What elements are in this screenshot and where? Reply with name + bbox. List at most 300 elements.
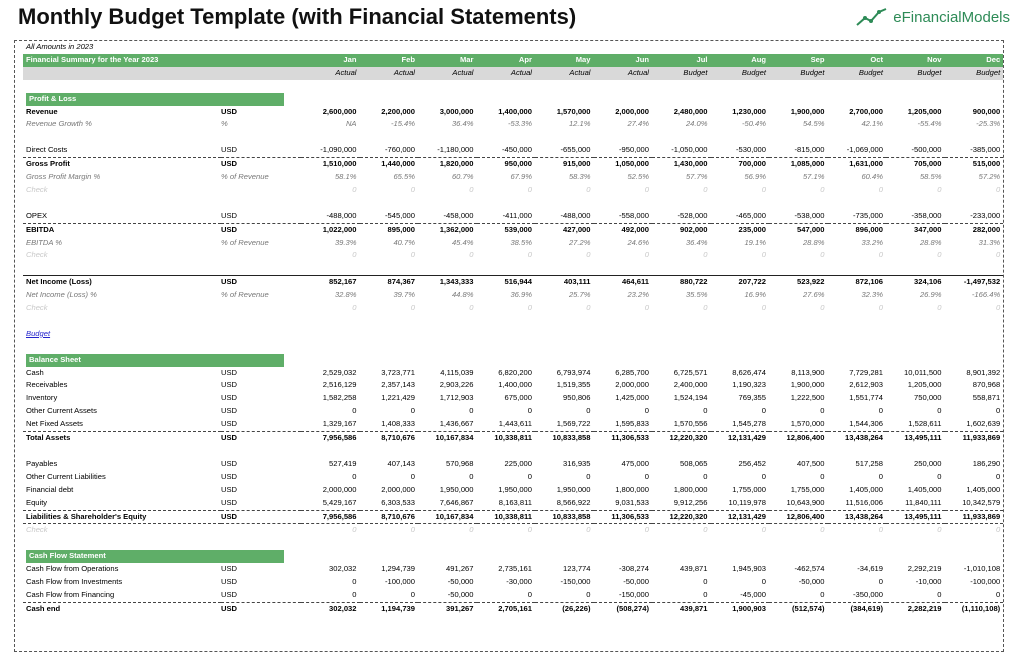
value-cell[interactable]: 705,000	[914, 159, 942, 169]
month-header-nov[interactable]: Nov	[886, 54, 945, 67]
value-cell[interactable]: 1,205,000	[907, 106, 942, 116]
row-unit[interactable]: USD	[221, 159, 238, 169]
value-cell[interactable]: 12,806,400	[786, 433, 825, 443]
value-cell[interactable]: 60.7%	[451, 172, 474, 182]
value-cell[interactable]: 36.9%	[510, 290, 532, 300]
spacer-cell[interactable]	[23, 315, 1003, 328]
spacer-cell[interactable]	[23, 341, 1003, 354]
value-cell[interactable]: 439,871	[680, 603, 708, 613]
row-label[interactable]: Cash	[26, 367, 44, 377]
row-unit[interactable]: USD	[221, 393, 238, 403]
row-label[interactable]: Check	[26, 303, 48, 313]
value-cell[interactable]: 0	[820, 525, 825, 535]
value-cell[interactable]: 491,267	[446, 564, 474, 574]
value-cell[interactable]: 0	[352, 184, 357, 194]
value-cell[interactable]: 28.8%	[919, 237, 942, 247]
value-cell[interactable]: -538,000	[769, 210, 828, 223]
value-cell[interactable]: 0	[878, 250, 883, 260]
value-cell[interactable]: (384,619)	[850, 603, 883, 613]
value-cell[interactable]: -50,000	[623, 577, 649, 587]
value-cell[interactable]: 39.3%	[334, 237, 357, 247]
value-cell[interactable]: 0	[352, 406, 357, 416]
value-cell[interactable]: 2,357,143	[381, 380, 415, 390]
value-cell[interactable]: 915,000	[563, 159, 591, 169]
value-cell[interactable]: 0	[644, 184, 649, 194]
value-cell[interactable]: 1,950,000	[498, 484, 532, 494]
value-cell[interactable]: (26,226)	[562, 603, 591, 613]
value-cell[interactable]: 186,290	[972, 458, 1001, 468]
value-cell[interactable]	[301, 445, 360, 458]
value-cell[interactable]: -55.4%	[917, 119, 942, 129]
value-cell[interactable]: 0	[820, 250, 825, 260]
value-cell[interactable]: 1,205,000	[907, 380, 942, 390]
value-cell[interactable]: -1,010,108	[963, 564, 1001, 574]
value-cell[interactable]: 0	[469, 250, 474, 260]
value-cell[interactable]: 10,167,834	[418, 510, 477, 524]
value-cell[interactable]: 7,956,586	[301, 510, 360, 524]
value-cell[interactable]	[594, 262, 653, 275]
value-cell[interactable]	[535, 262, 594, 275]
value-cell[interactable]: 12,131,429	[711, 510, 770, 524]
value-cell[interactable]: 874,367	[360, 276, 419, 289]
value-cell[interactable]	[769, 197, 828, 210]
row-unit[interactable]: % of Revenue	[221, 237, 269, 247]
row-unit[interactable]	[221, 524, 301, 537]
value-cell[interactable]: 10,011,500	[904, 367, 942, 377]
value-cell[interactable]: -462,574	[794, 564, 825, 574]
row-unit[interactable]: USD	[221, 210, 301, 223]
value-cell[interactable]: 13,495,111	[886, 510, 945, 524]
value-cell[interactable]: 0	[937, 525, 942, 535]
value-cell[interactable]: 0	[410, 406, 415, 416]
value-cell[interactable]: 52.5%	[627, 172, 649, 182]
value-cell[interactable]: 123,774	[563, 564, 591, 574]
value-cell[interactable]: 256,452	[738, 458, 766, 468]
value-cell[interactable]: 0	[703, 184, 708, 194]
value-cell[interactable]: 316,935	[563, 458, 591, 468]
value-cell[interactable]: 1,194,739	[381, 603, 415, 613]
value-cell[interactable]: -1,090,000	[301, 144, 360, 157]
spacer-cell[interactable]	[23, 537, 1003, 550]
value-cell[interactable]: 2,292,219	[907, 564, 942, 574]
value-cell[interactable]: 1,329,167	[301, 418, 360, 431]
value-cell[interactable]: 0	[352, 471, 357, 481]
value-cell[interactable]: 870,968	[972, 380, 1001, 390]
value-cell[interactable]: 1,190,323	[732, 380, 766, 390]
value-cell[interactable]: 1,544,306	[828, 418, 887, 431]
value-cell[interactable]: 1,230,000	[732, 106, 766, 116]
pl-section-title[interactable]	[23, 93, 1003, 106]
status-cell[interactable]: Actual	[477, 67, 536, 80]
value-cell[interactable]: 1,945,903	[732, 564, 766, 574]
value-cell[interactable]: 407,500	[797, 458, 825, 468]
row-unit[interactable]: %	[221, 119, 228, 129]
value-cell[interactable]: -530,000	[711, 144, 770, 157]
value-cell[interactable]: 10,833,858	[552, 433, 591, 443]
value-cell[interactable]: -1,069,000	[828, 144, 887, 157]
value-cell[interactable]: 1,950,000	[439, 484, 474, 494]
value-cell[interactable]	[418, 131, 477, 144]
value-cell[interactable]: -25.3%	[976, 119, 1001, 129]
value-cell[interactable]: 0	[644, 406, 649, 416]
value-cell[interactable]: 0	[761, 471, 766, 481]
value-cell[interactable]: 0	[878, 184, 883, 194]
value-cell[interactable]: -411,000	[477, 210, 536, 223]
value-cell[interactable]	[828, 131, 887, 144]
value-cell[interactable]: -735,000	[828, 210, 887, 223]
value-cell[interactable]: 492,000	[621, 224, 649, 234]
month-header-jul[interactable]: Jul	[652, 54, 711, 67]
row-unit[interactable]: USD	[221, 367, 238, 377]
value-cell[interactable]: 0	[761, 184, 766, 194]
value-cell[interactable]: 32.3%	[861, 290, 883, 300]
value-cell[interactable]: 4,115,039	[440, 367, 474, 377]
value-cell[interactable]: 0	[644, 525, 649, 535]
value-cell[interactable]: 700,000	[738, 159, 766, 169]
value-cell[interactable]: 23.2%	[627, 290, 649, 300]
note-label[interactable]: All Amounts in 2023	[26, 42, 94, 51]
value-cell[interactable]: 11,933,869	[945, 510, 1004, 524]
row-unit[interactable]: USD	[221, 603, 238, 613]
value-cell[interactable]: 1,755,000	[790, 484, 825, 494]
value-cell[interactable]: 508,065	[680, 458, 708, 468]
value-cell[interactable]: 1,800,000	[673, 484, 708, 494]
value-cell[interactable]: 1,570,000	[556, 106, 591, 116]
value-cell[interactable]: 1,545,278	[711, 418, 770, 431]
value-cell[interactable]: -45,000	[711, 589, 770, 602]
value-cell[interactable]: 347,000	[914, 224, 942, 234]
value-cell[interactable]: 1,443,611	[477, 418, 536, 431]
value-cell[interactable]: 0	[477, 589, 536, 602]
value-cell[interactable]: 32.8%	[334, 290, 357, 300]
row-unit[interactable]: USD	[221, 224, 238, 234]
value-cell[interactable]: 2,480,000	[673, 106, 708, 116]
row-label[interactable]	[23, 262, 221, 275]
value-cell[interactable]	[769, 131, 828, 144]
value-cell[interactable]: 27.4%	[627, 119, 649, 129]
value-cell[interactable]: 0	[527, 406, 532, 416]
value-cell[interactable]: -166.4%	[971, 290, 1001, 300]
value-cell[interactable]: 7,729,281	[849, 367, 883, 377]
value-cell[interactable]: 0	[703, 406, 708, 416]
row-label[interactable]: Revenue Growth %	[26, 119, 92, 129]
row-label[interactable]: Check	[26, 184, 48, 194]
value-cell[interactable]: 900,000	[972, 106, 1001, 116]
value-cell[interactable]: -558,000	[594, 210, 653, 223]
value-cell[interactable]: 7,646,867	[418, 497, 477, 510]
row-label[interactable]: Gross Profit	[26, 159, 70, 169]
value-cell[interactable]: 2,000,000	[381, 484, 415, 494]
value-cell[interactable]: 1,362,000	[439, 224, 474, 234]
value-cell[interactable]: 1,436,667	[418, 418, 477, 431]
value-cell[interactable]: 0	[352, 303, 357, 313]
value-cell[interactable]: 11,516,006	[828, 497, 887, 510]
value-cell[interactable]: 12.1%	[568, 119, 591, 129]
value-cell[interactable]: 2,903,226	[439, 380, 474, 390]
value-cell[interactable]: 750,000	[914, 393, 942, 403]
value-cell[interactable]: 1,405,000	[966, 484, 1001, 494]
value-cell[interactable]: 0	[878, 577, 883, 587]
row-unit[interactable]	[221, 249, 301, 262]
value-cell[interactable]: 1,570,556	[652, 418, 711, 431]
row-unit[interactable]: USD	[221, 144, 301, 157]
value-cell[interactable]: 0	[820, 184, 825, 194]
value-cell[interactable]: -760,000	[360, 144, 419, 157]
value-cell[interactable]: 57.2%	[978, 172, 1001, 182]
row-label[interactable]: EBITDA	[26, 224, 55, 234]
budget-link[interactable]: Budget	[26, 328, 51, 338]
month-header-jun[interactable]: Jun	[594, 54, 653, 67]
row-label[interactable]: Receivables	[26, 380, 68, 390]
value-cell[interactable]: 2,700,000	[849, 106, 883, 116]
row-unit[interactable]: % of Revenue	[221, 290, 269, 300]
value-cell[interactable]: 902,000	[680, 224, 708, 234]
value-cell[interactable]: 45.4%	[451, 237, 474, 247]
value-cell[interactable]: 0	[360, 589, 419, 602]
value-cell[interactable]: 0	[527, 250, 532, 260]
value-cell[interactable]: 1,569,722	[535, 418, 594, 431]
status-cell[interactable]: Actual	[594, 67, 653, 80]
value-cell[interactable]: 1,712,903	[439, 393, 474, 403]
value-cell[interactable]: 1,582,258	[322, 393, 357, 403]
value-cell[interactable]: 0	[820, 406, 825, 416]
value-cell[interactable]: 8,626,474	[732, 367, 766, 377]
value-cell[interactable]: 0	[886, 589, 945, 602]
value-cell[interactable]: 7,956,586	[322, 433, 357, 443]
value-cell[interactable]	[652, 131, 711, 144]
row-label[interactable]: OPEX	[23, 210, 221, 223]
value-cell[interactable]: 11,933,869	[962, 433, 1001, 443]
value-cell[interactable]	[945, 262, 1004, 275]
value-cell[interactable]: 27.2%	[568, 237, 591, 247]
value-cell[interactable]: 0	[410, 525, 415, 535]
value-cell[interactable]: 11,306,533	[611, 433, 649, 443]
status-cell[interactable]: Actual	[535, 67, 594, 80]
value-cell[interactable]: 0	[586, 471, 591, 481]
row-label[interactable]: EBITDA %	[26, 237, 63, 247]
month-header-may[interactable]: May	[535, 54, 594, 67]
row-unit[interactable]: USD	[221, 484, 238, 494]
value-cell[interactable]: 407,143	[387, 458, 415, 468]
value-cell[interactable]: -458,000	[418, 210, 477, 223]
value-cell[interactable]: 1,405,000	[907, 484, 942, 494]
value-cell[interactable]: 1,602,639	[945, 418, 1004, 431]
value-cell[interactable]	[360, 262, 419, 275]
value-cell[interactable]: 16.9%	[744, 290, 766, 300]
value-cell[interactable]: 31.3%	[978, 237, 1001, 247]
value-cell[interactable]: 13,438,264	[828, 510, 887, 524]
value-cell[interactable]: 1,022,000	[322, 224, 357, 234]
value-cell[interactable]: 58.1%	[334, 172, 357, 182]
row-unit[interactable]: USD	[221, 589, 301, 602]
row-label[interactable]: Liabilities & Shareholder's Equity	[23, 510, 221, 524]
value-cell[interactable]	[828, 445, 887, 458]
row-unit[interactable]	[221, 302, 301, 315]
value-cell[interactable]	[594, 197, 653, 210]
value-cell[interactable]: 1,755,000	[732, 484, 766, 494]
value-cell[interactable]: 12,131,429	[727, 433, 766, 443]
value-cell[interactable]: -50,000	[418, 589, 477, 602]
value-cell[interactable]: -950,000	[594, 144, 653, 157]
value-cell[interactable]: 1,900,000	[790, 380, 825, 390]
value-cell[interactable]: 6,285,700	[615, 367, 649, 377]
value-cell[interactable]: -10,000	[915, 577, 942, 587]
value-cell[interactable]: 27.6%	[802, 290, 825, 300]
value-cell[interactable]	[652, 445, 711, 458]
value-cell[interactable]: 26.9%	[919, 290, 942, 300]
value-cell[interactable]: 0	[410, 184, 415, 194]
value-cell[interactable]: 1,800,000	[615, 484, 649, 494]
row-label[interactable]: Cash Flow from Investments	[26, 577, 123, 587]
value-cell[interactable]: -1,497,532	[945, 276, 1004, 289]
value-cell[interactable]: -50.4%	[741, 119, 766, 129]
value-cell[interactable]	[477, 262, 536, 275]
value-cell[interactable]: 1,510,000	[322, 159, 357, 169]
value-cell[interactable]: 0	[937, 303, 942, 313]
value-cell[interactable]: 0	[761, 250, 766, 260]
value-cell[interactable]: 515,000	[972, 159, 1001, 169]
value-cell[interactable]: 9,031,533	[594, 497, 653, 510]
summary-band-unit[interactable]	[221, 54, 301, 67]
row-unit[interactable]	[221, 197, 301, 210]
value-cell[interactable]: 6,820,200	[498, 367, 532, 377]
value-cell[interactable]: 1,222,500	[790, 393, 825, 403]
value-cell[interactable]: 950,000	[504, 159, 532, 169]
value-cell[interactable]: 0	[527, 525, 532, 535]
value-cell[interactable]: 0	[820, 471, 825, 481]
row-label[interactable]: Other Current Assets	[26, 406, 97, 416]
spacer-cell[interactable]	[23, 80, 1003, 93]
month-header-oct[interactable]: Oct	[828, 54, 887, 67]
value-cell[interactable]: 0	[410, 471, 415, 481]
value-cell[interactable]: -15.4%	[390, 119, 415, 129]
value-cell[interactable]: 1,551,774	[849, 393, 883, 403]
value-cell[interactable]: 2,282,219	[907, 603, 942, 613]
row-label[interactable]: Cash Flow from Operations	[26, 564, 119, 574]
value-cell[interactable]: 0	[469, 471, 474, 481]
value-cell[interactable]: 880,722	[652, 276, 711, 289]
row-label[interactable]: Payables	[26, 458, 58, 468]
value-cell[interactable]: 1,524,194	[673, 393, 708, 403]
value-cell[interactable]: 527,419	[329, 458, 357, 468]
row-label[interactable]	[23, 131, 221, 144]
value-cell[interactable]: (1,110,108)	[961, 603, 1001, 613]
value-cell[interactable]: 8,163,811	[477, 497, 536, 510]
value-cell[interactable]: 0	[527, 303, 532, 313]
value-cell[interactable]: -350,000	[828, 589, 887, 602]
value-cell[interactable]: 28.8%	[802, 237, 825, 247]
value-cell[interactable]: 10,833,858	[535, 510, 594, 524]
value-cell[interactable]: 19.1%	[744, 237, 766, 247]
value-cell[interactable]: 403,111	[535, 276, 594, 289]
value-cell[interactable]: 207,722	[711, 276, 770, 289]
value-cell[interactable]: 8,710,676	[381, 433, 415, 443]
value-cell[interactable]: 0	[352, 525, 357, 535]
value-cell[interactable]: -358,000	[886, 210, 945, 223]
value-cell[interactable]: 6,793,974	[556, 367, 591, 377]
value-cell[interactable]: 1,343,333	[418, 276, 477, 289]
value-cell[interactable]: -385,000	[945, 144, 1004, 157]
value-cell[interactable]	[360, 131, 419, 144]
value-cell[interactable]: -545,000	[360, 210, 419, 223]
value-cell[interactable]: (512,574)	[791, 603, 825, 613]
value-cell[interactable]	[594, 445, 653, 458]
value-cell[interactable]: 1,519,355	[556, 380, 591, 390]
value-cell[interactable]: 2,000,000	[615, 106, 649, 116]
value-cell[interactable]: 895,000	[387, 224, 415, 234]
value-cell[interactable]: 0	[469, 303, 474, 313]
row-label[interactable]: Check	[26, 525, 48, 535]
row-unit[interactable]: USD	[221, 406, 238, 416]
value-cell[interactable]: 950,806	[563, 393, 591, 403]
row-label[interactable]: Check	[26, 250, 48, 260]
value-cell[interactable]: 516,944	[477, 276, 536, 289]
value-cell[interactable]: 0	[586, 525, 591, 535]
row-unit[interactable]	[221, 184, 301, 197]
month-header-aug[interactable]: Aug	[711, 54, 770, 67]
status-cell[interactable]: Budget	[711, 67, 770, 80]
status-cell[interactable]: Budget	[886, 67, 945, 80]
value-cell[interactable]	[945, 131, 1004, 144]
value-cell[interactable]: 0	[469, 184, 474, 194]
value-cell[interactable]: 2,400,000	[673, 380, 708, 390]
value-cell[interactable]: 539,000	[504, 224, 532, 234]
value-cell[interactable]: 58.5%	[919, 172, 942, 182]
value-cell[interactable]: 570,968	[446, 458, 474, 468]
value-cell[interactable]: -100,000	[970, 577, 1001, 587]
value-cell[interactable]: 0	[878, 471, 883, 481]
value-cell[interactable]: 56.9%	[744, 172, 766, 182]
summary-band-label[interactable]: Financial Summary for the Year 2023	[23, 54, 221, 67]
value-cell[interactable]: 0	[703, 525, 708, 535]
value-cell[interactable]: -150,000	[560, 577, 591, 587]
row-unit[interactable]: USD	[221, 471, 238, 481]
status-cell[interactable]: Budget	[828, 67, 887, 80]
value-cell[interactable]: 0	[469, 406, 474, 416]
value-cell[interactable]: -233,000	[945, 210, 1004, 223]
value-cell[interactable]: 2,612,903	[849, 380, 883, 390]
status-cell[interactable]: Budget	[769, 67, 828, 80]
row-unit[interactable]: USD	[221, 564, 238, 574]
status-cell[interactable]: Actual	[418, 67, 477, 80]
status-blank[interactable]	[221, 67, 301, 80]
value-cell[interactable]: 8,901,392	[966, 367, 1001, 377]
value-cell[interactable]: 0	[937, 250, 942, 260]
value-cell[interactable]: 0	[820, 303, 825, 313]
status-cell[interactable]: Budget	[945, 67, 1004, 80]
value-cell[interactable]: 2,516,129	[322, 380, 357, 390]
row-label[interactable]: Net Income (Loss)	[23, 276, 221, 289]
value-cell[interactable]: 0	[769, 589, 828, 602]
value-cell[interactable]: -1,180,000	[418, 144, 477, 157]
value-cell[interactable]: 0	[586, 184, 591, 194]
value-cell[interactable]: 250,000	[914, 458, 942, 468]
value-cell[interactable]: 0	[995, 303, 1001, 313]
value-cell[interactable]: 517,258	[855, 458, 883, 468]
row-unit[interactable]: USD	[221, 433, 238, 443]
status-blank[interactable]	[23, 67, 221, 80]
value-cell[interactable]: -30,000	[506, 577, 532, 587]
bs-section-title[interactable]	[23, 354, 1003, 367]
value-cell[interactable]	[301, 262, 360, 275]
value-cell[interactable]	[945, 197, 1004, 210]
value-cell[interactable]	[711, 262, 770, 275]
value-cell[interactable]	[652, 262, 711, 275]
value-cell[interactable]	[477, 131, 536, 144]
value-cell[interactable]: -308,274	[619, 564, 649, 574]
value-cell[interactable]: 225,000	[504, 458, 532, 468]
value-cell[interactable]: 1,221,429	[381, 393, 415, 403]
